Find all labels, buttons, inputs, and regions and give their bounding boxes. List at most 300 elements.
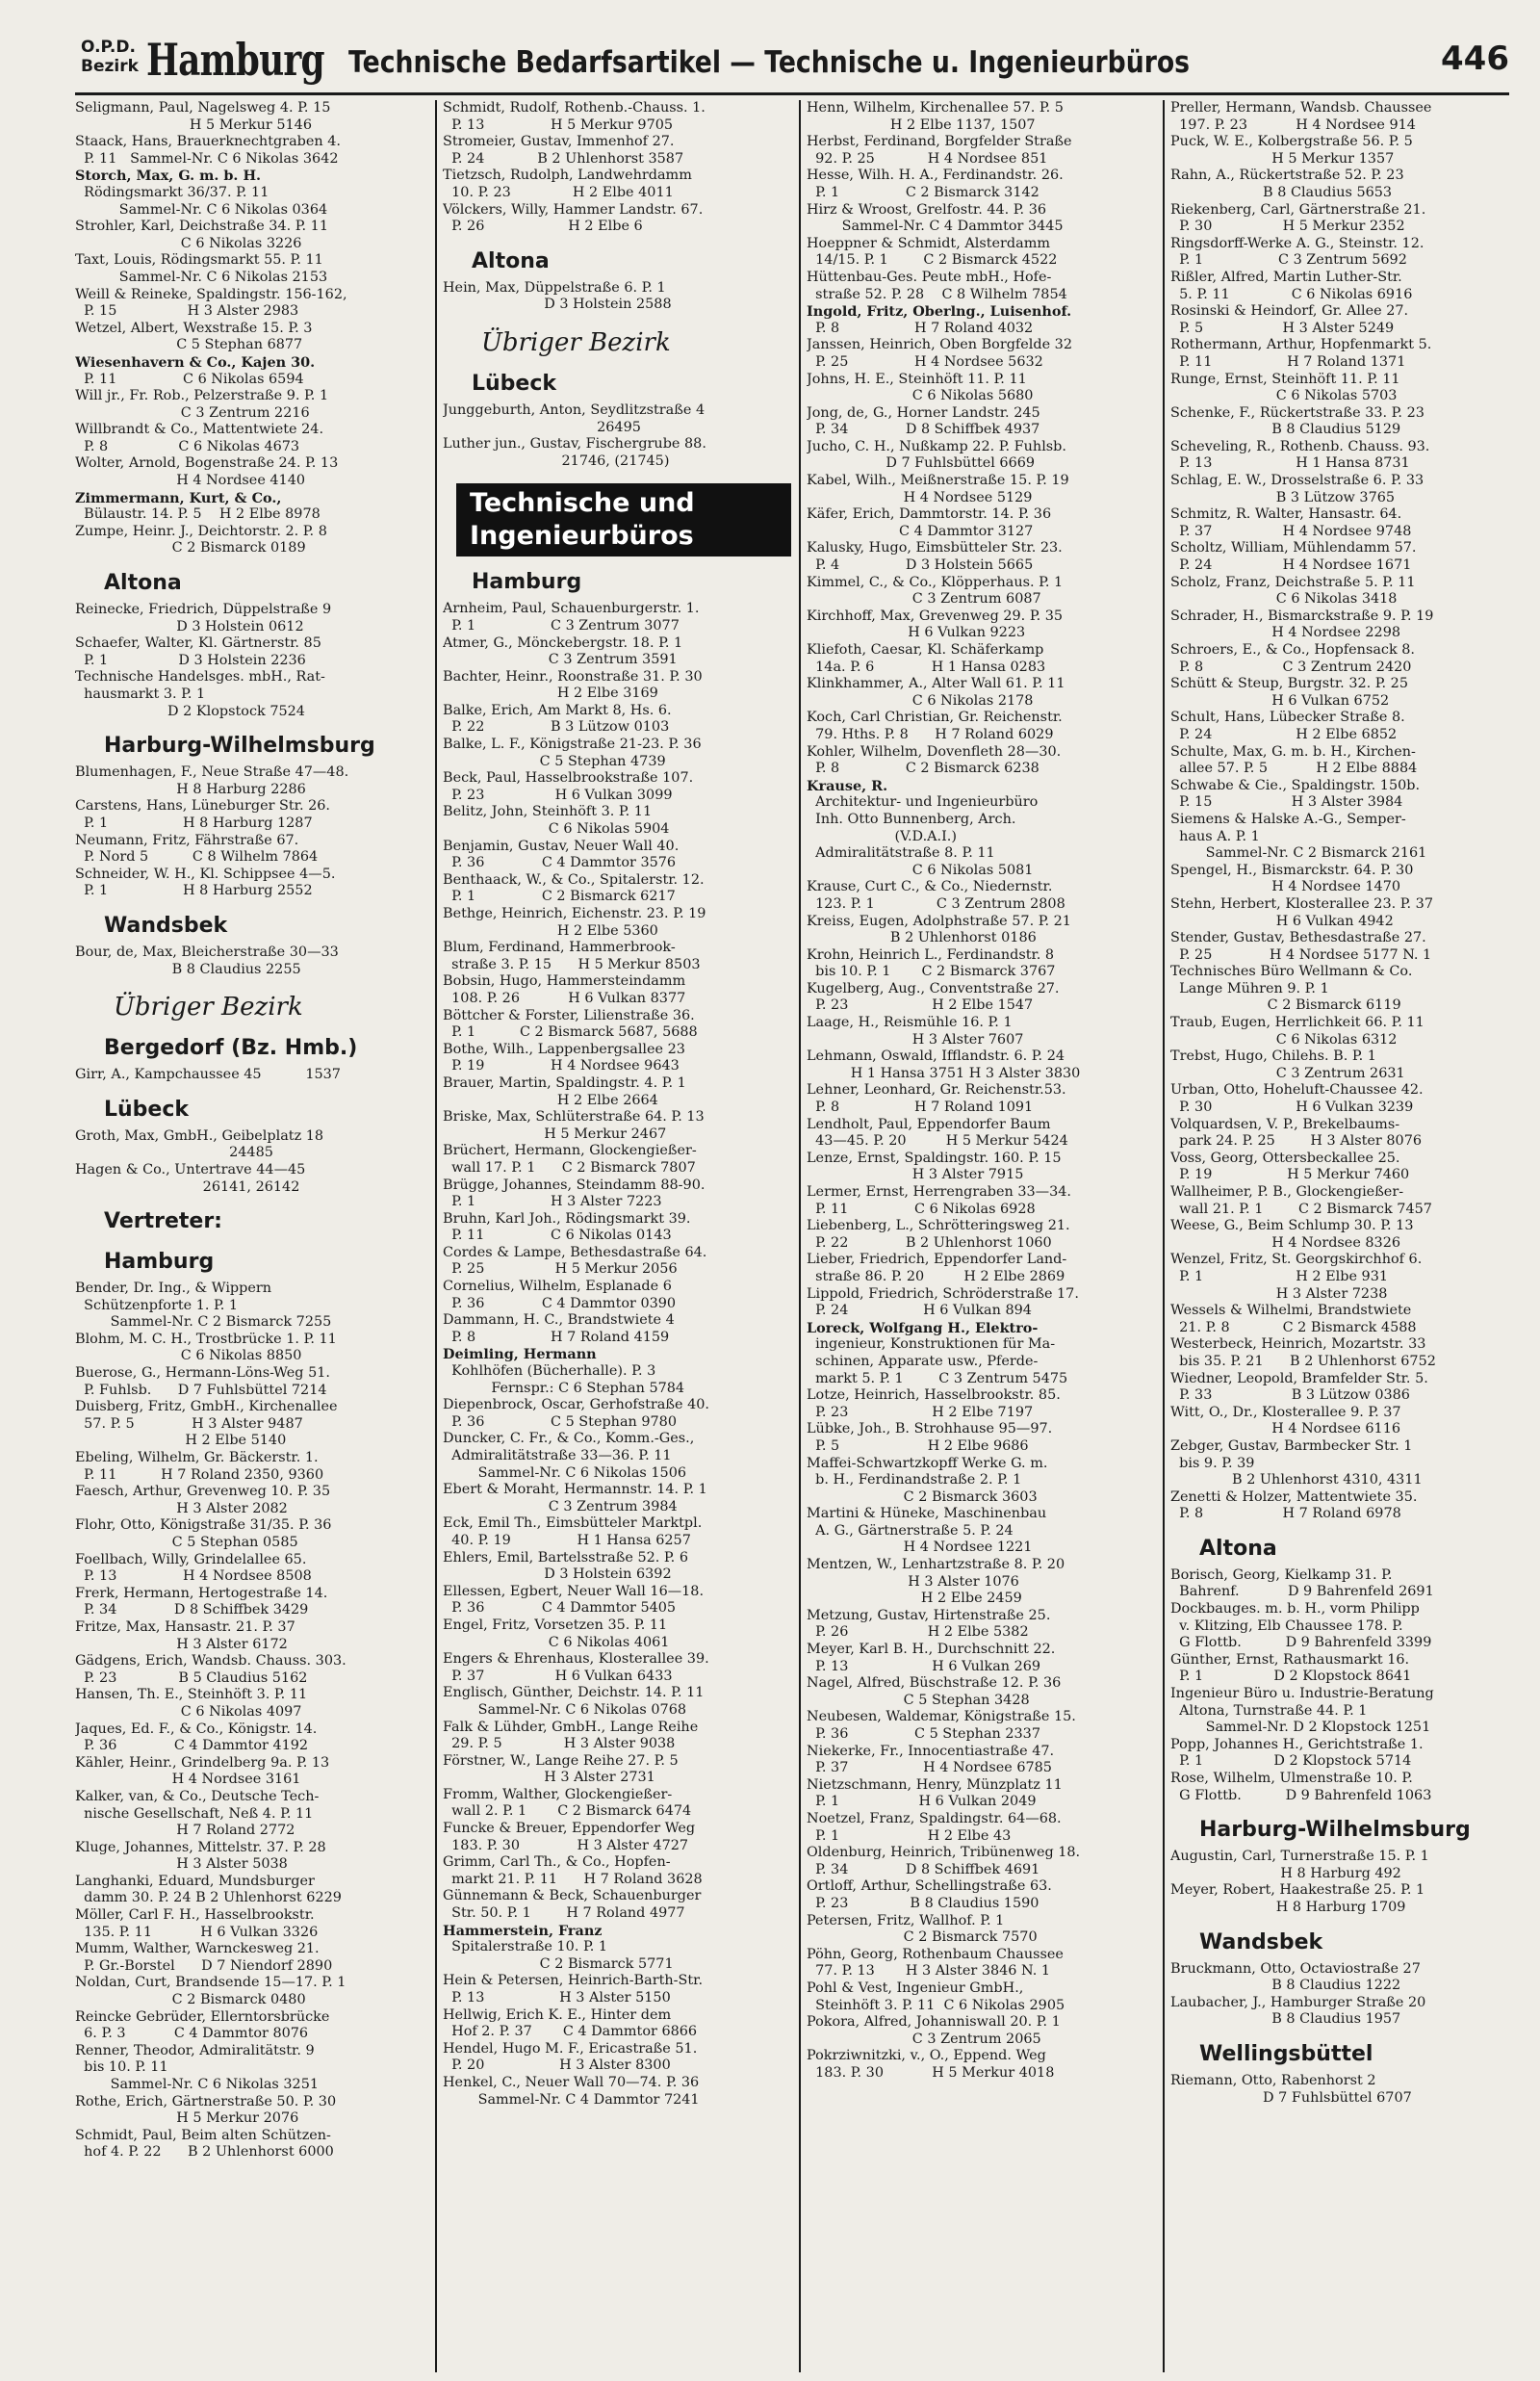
section-heading: Vertreter:	[104, 1209, 222, 1234]
directory-entry-line: Steinhöft 3. P. 11 C 6 Nikolas 2905	[807, 1997, 1065, 2013]
directory-entry-line: Duncker, C. Fr., & Co., Komm.-Ges.,	[443, 1431, 695, 1447]
directory-entry-line: Hof 2. P. 37 C 4 Dammtor 6866	[443, 2024, 698, 2040]
directory-entry-line: H 3 Alster 6172	[75, 1636, 288, 1652]
directory-entry-line: Langhanki, Eduard, Mundsburger	[75, 1873, 315, 1889]
directory-entry-line: Blumenhagen, F., Neue Straße 47—48.	[75, 764, 349, 781]
directory-entry-line: Bethge, Heinrich, Eichenstr. 23. P. 19	[443, 906, 706, 921]
directory-entry-line: Schmidt, Rudolf, Rothenb.-Chauss. 1.	[443, 100, 706, 116]
directory-entry-line: Rothermann, Arthur, Hopfenmarkt 5.	[1170, 337, 1432, 353]
directory-entry-line: wall 17. P. 1 C 2 Bismarck 7807	[443, 1159, 696, 1176]
opd-label: O.P.D.	[81, 38, 136, 57]
directory-entry-line: ingenieur, Konstruktionen für Ma-	[807, 1336, 1056, 1353]
directory-entry-line: C 2 Bismarck 6119	[1170, 997, 1401, 1014]
directory-entry-line: Kabel, Wilh., Meißnerstraße 15. P. 19	[807, 473, 1069, 489]
directory-entry-line: Wessels & Wilhelmi, Brandstwiete	[1170, 1303, 1412, 1319]
directory-entry-line: Lübke, Joh., B. Strohhause 95—97.	[807, 1421, 1053, 1437]
directory-entry-line: P. 34 D 8 Schiffbek 3429	[75, 1602, 309, 1618]
directory-entry-line: H 4 Nordsee 1470	[1170, 879, 1401, 895]
directory-entry-line: Preller, Hermann, Wandsb. Chaussee	[1170, 100, 1432, 116]
directory-entry-line: H 5 Merkur 2076	[75, 2110, 299, 2127]
directory-entry-line: P. Gr.-Borstel D 7 Niendorf 2890	[75, 1957, 333, 1974]
directory-entry-line: Lippold, Friedrich, Schröderstraße 17.	[807, 1285, 1079, 1302]
directory-entry-line: 14/15. P. 1 C 2 Bismarck 4522	[807, 252, 1058, 269]
directory-entry-line: 40. P. 19 H 1 Hansa 6257	[443, 1532, 691, 1548]
directory-entry-line: H 8 Harburg 2286	[75, 781, 306, 797]
directory-entry-line: Böttcher & Forster, Lilienstraße 36.	[443, 1007, 695, 1023]
directory-entry-line: Meyer, Karl B. H., Durchschnitt 22.	[807, 1642, 1056, 1658]
directory-entry-line: P. 13 H 5 Merkur 9705	[443, 116, 674, 133]
directory-entry-line: H 6 Vulkan 9223	[807, 625, 1026, 641]
directory-entry-line: D 2 Klopstock 7524	[75, 703, 305, 719]
directory-entry-line: P. 36 C 5 Stephan 2337	[807, 1726, 1040, 1742]
directory-entry-line: wall 21. P. 1 C 2 Bismarck 7457	[1170, 1201, 1432, 1217]
directory-entry-line: 79. Hths. P. 8 H 7 Roland 6029	[807, 726, 1054, 742]
directory-entry-line: Hesse, Wilh. H. A., Ferdinandstr. 26.	[807, 168, 1064, 184]
directory-entry-line: nische Gesellschaft, Neß 4. P. 11	[75, 1805, 314, 1822]
directory-entry-line: Englisch, Günther, Deichstr. 14. P. 11	[443, 1685, 705, 1701]
directory-entry-line: Riekenberg, Carl, Gärtnerstraße 21.	[1170, 201, 1426, 218]
directory-entry-line: P. 1 C 2 Bismarck 5687, 5688	[443, 1024, 698, 1041]
directory-entry-line: Blum, Ferdinand, Hammerbrook-	[443, 940, 676, 956]
directory-entry-line: Hammerstein, Franz	[443, 1922, 603, 1939]
directory-entry-line: Wenzel, Fritz, St. Georgskirchhof 6.	[1170, 1252, 1423, 1268]
directory-entry-line: Riemann, Otto, Rabenhorst 2	[1170, 2072, 1376, 2088]
directory-entry-line: Flohr, Otto, Königstraße 31/35. P. 36	[75, 1517, 332, 1534]
directory-entry-line: C 6 Nikolas 5081	[807, 862, 1034, 878]
directory-entry-line: Laage, H., Reismühle 16. P. 1	[807, 1015, 1013, 1031]
section-heading: Wandsbek	[104, 913, 228, 938]
column-4	[1163, 100, 1528, 2372]
directory-entry-line: H 2 Elbe 3169	[443, 686, 658, 702]
directory-entry-line: H 8 Harburg 492	[1170, 1865, 1401, 1881]
directory-entry-line: Ehlers, Emil, Bartelsstraße 52. P. 6	[443, 1549, 688, 1566]
directory-entry-line: P. 1 H 2 Elbe 43	[807, 1827, 1012, 1844]
directory-entry-line: Bruhn, Karl Joh., Rödingsmarkt 39.	[443, 1210, 691, 1227]
directory-entry-line: 6. P. 3 C 4 Dammtor 8076	[75, 2026, 309, 2042]
directory-entry-line: 29. P. 5 H 3 Alster 9038	[443, 1736, 676, 1752]
directory-entry-line: 183. P. 30 H 5 Merkur 4018	[807, 2064, 1055, 2081]
directory-entry-line: P. 15 H 3 Alster 3984	[1170, 794, 1403, 811]
directory-entry-line: Ingenieur Büro u. Industrie-Beratung	[1170, 1686, 1434, 1702]
directory-entry-line: P. 37 H 4 Nordsee 6785	[807, 1760, 1052, 1776]
directory-entry-line: Groth, Max, GmbH., Geibelplatz 18	[75, 1127, 324, 1144]
directory-entry-line: Briske, Max, Schlüterstraße 64. P. 13	[443, 1109, 705, 1126]
directory-entry-line: P. 15 H 3 Alster 2983	[75, 303, 299, 320]
directory-entry-line: 183. P. 30 H 3 Alster 4727	[443, 1837, 689, 1853]
directory-entry-line: H 5 Merkur 1357	[1170, 150, 1395, 167]
directory-entry-line: Günnemann & Beck, Schauenburger	[443, 1888, 702, 1904]
directory-entry-line: H 2 Elbe 1137, 1507	[807, 116, 1036, 133]
directory-entry-line: Balke, L. F., Königstraße 21-23. P. 36	[443, 737, 702, 753]
section-heading: Altona	[472, 248, 550, 273]
section-heading: Wellingsbüttel	[1199, 2041, 1373, 2066]
directory-entry-line: Bender, Dr. Ing., & Wippern	[75, 1281, 272, 1297]
directory-entry-line: P. 1 D 3 Holstein 2236	[75, 652, 306, 668]
directory-entry-line: Wolter, Arnold, Bogenstraße 24. P. 13	[75, 455, 339, 472]
directory-entry-line: C 3 Zentrum 2065	[807, 2031, 1041, 2047]
directory-entry-line: wall 2. P. 1 C 2 Bismarck 6474	[443, 1803, 692, 1820]
directory-entry-line: P. 36 C 4 Dammtor 0390	[443, 1295, 677, 1311]
directory-entry-line: P. 13 H 4 Nordsee 8508	[75, 1568, 312, 1585]
directory-entry-line: Noetzel, Franz, Spaldingstr. 64—68.	[807, 1810, 1062, 1826]
directory-entry-line: P. 19 H 4 Nordsee 9643	[443, 1058, 680, 1074]
directory-entry-line: Noldan, Curt, Brandsende 15—17. P. 1	[75, 1975, 346, 1991]
directory-entry-line: Günther, Ernst, Rathausmarkt 16.	[1170, 1651, 1410, 1668]
directory-entry-line: Förstner, W., Lange Reihe 27. P. 5	[443, 1752, 679, 1769]
directory-entry-line: Bothe, Wilh., Lappenbergsallee 23	[443, 1041, 685, 1057]
directory-entry-line: H 3 Alster 7607	[807, 1031, 1024, 1048]
directory-entry-line: Ebert & Moraht, Hermannstr. 14. P. 1	[443, 1482, 707, 1498]
directory-entry-line: Käfer, Erich, Dammtorstr. 14. P. 36	[807, 506, 1052, 523]
directory-entry-line: Schrader, H., Bismarckstraße 9. P. 19	[1170, 608, 1434, 624]
directory-entry-line: 5. P. 11 C 6 Nikolas 6916	[1170, 286, 1413, 302]
directory-entry-line: Krohn, Heinrich L., Ferdinandstr. 8	[807, 946, 1055, 963]
section-heading: Übriger Bezirk	[114, 993, 303, 1022]
directory-entry-line: Krause, R.	[807, 777, 888, 794]
directory-entry-line: P. 23 B 8 Claudius 1590	[807, 1895, 1040, 1911]
directory-entry-line: 57. P. 5 H 3 Alster 9487	[75, 1415, 303, 1432]
directory-entry-line: C 3 Zentrum 2631	[1170, 1065, 1405, 1081]
directory-entry-line: P. 1 D 2 Klopstock 8641	[1170, 1669, 1412, 1685]
directory-entry-line: Eck, Emil Th., Eimsbütteler Marktpl.	[443, 1515, 703, 1532]
directory-entry-line: Bachter, Heinr., Roonstraße 31. P. 30	[443, 668, 703, 685]
directory-entry-line: P. 4 D 3 Holstein 5665	[807, 557, 1034, 574]
directory-entry-line: Liebenberg, L., Schrötteringsweg 21.	[807, 1218, 1070, 1234]
directory-entry-line: Sammel-Nr. C 6 Nikolas 0364	[75, 201, 328, 218]
section-heading: Technische und Ingenieurbüros	[456, 483, 791, 556]
directory-entry-line: Kreiss, Eugen, Adolphstraße 57. P. 21	[807, 913, 1071, 929]
directory-entry-line: D 3 Holstein 0612	[75, 618, 304, 634]
directory-entry-line: Völckers, Willy, Hammer Landstr. 67.	[443, 201, 704, 218]
directory-entry-line: Taxt, Louis, Rödingsmarkt 55. P. 11	[75, 252, 323, 269]
directory-entry-line: C 3 Zentrum 2216	[75, 404, 310, 421]
directory-entry-line: D 3 Holstein 6392	[443, 1566, 672, 1583]
directory-entry-line: Pöhn, Georg, Rothenbaum Chaussee	[807, 1946, 1064, 1962]
directory-entry-line: Mentzen, W., Lenhartzstraße 8. P. 20	[807, 1557, 1065, 1573]
directory-entry-line: Admiralitätstraße 33—36. P. 11	[443, 1448, 672, 1463]
directory-entry-line: H 5 Merkur 2467	[443, 1126, 667, 1142]
directory-entry-line: P. 1 C 3 Zentrum 5692	[1170, 252, 1407, 269]
directory-entry-line: hausmarkt 3. P. 1	[75, 686, 206, 702]
section-heading: Harburg-Wilhelmsburg	[1199, 1818, 1471, 1843]
directory-entry-line: D 7 Fuhlsbüttel 6707	[1170, 2089, 1412, 2106]
directory-entry-line: D 7 Fuhlsbüttel 6669	[807, 455, 1036, 472]
directory-entry-line: C 2 Bismarck 0480	[75, 1992, 306, 2008]
directory-entry-line: straße 3. P. 15 H 5 Merkur 8503	[443, 956, 701, 972]
directory-entry-line: Fromm, Walther, Glockengießer-	[443, 1786, 673, 1802]
directory-entry-line: B 8 Claudius 1957	[1170, 2011, 1401, 2028]
directory-entry-line: Lehmann, Oswald, Ifflandstr. 6. P. 24	[807, 1048, 1065, 1065]
directory-entry-line: P. 11 H 7 Roland 2350, 9360	[75, 1466, 324, 1483]
directory-entry-line: H 4 Nordsee 3161	[75, 1772, 301, 1788]
directory-entry-line: Seligmann, Paul, Nagelsweg 4. P. 15	[75, 100, 331, 116]
directory-entry-line: Schmidt, Paul, Beim alten Schützen-	[75, 2127, 331, 2143]
directory-entry-line: Hagen & Co., Untertrave 44—45	[75, 1161, 306, 1178]
directory-entry-line: Weese, G., Beim Schlump 30. P. 13	[1170, 1218, 1414, 1234]
directory-entry-line: P. 25 H 4 Nordsee 5177 N. 1	[1170, 946, 1432, 963]
directory-entry-line: Spitalerstraße 10. P. 1	[443, 1939, 608, 1955]
directory-entry-line: Hirz & Wroost, Grelfostr. 44. P. 36	[807, 201, 1047, 218]
directory-entry-line: C 3 Zentrum 3984	[443, 1498, 678, 1514]
directory-entry-line: markt 21. P. 11 H 7 Roland 3628	[443, 1871, 703, 1887]
directory-entry-line: Sammel-Nr. D 2 Klopstock 1251	[1170, 1720, 1431, 1736]
directory-entry-line: Kalusky, Hugo, Eimsbütteler Str. 23.	[807, 540, 1063, 556]
directory-entry-line: P. 24 B 2 Uhlenhorst 3587	[443, 150, 684, 167]
directory-entry-line: Puck, W. E., Kolbergstraße 56. P. 5	[1170, 134, 1413, 150]
directory-entry-line: H 4 Nordsee 2298	[1170, 625, 1401, 641]
directory-entry-line: Cornelius, Wilhelm, Esplanade 6	[443, 1279, 672, 1295]
directory-entry-line: Schneider, W. H., Kl. Schippsee 4—5.	[75, 866, 336, 882]
directory-entry-line: H 3 Alster 2082	[75, 1500, 288, 1516]
directory-entry-line: Bour, de, Max, Bleicherstraße 30—33	[75, 944, 339, 960]
directory-entry-line: C 2 Bismarck 5771	[443, 1955, 674, 1972]
directory-entry-line: Klinkhammer, A., Alter Wall 61. P. 11	[807, 676, 1065, 692]
directory-entry-line: Bülaustr. 14. P. 5 H 2 Elbe 8978	[75, 506, 321, 523]
directory-entry-line: Kugelberg, Aug., Conventstraße 27.	[807, 980, 1060, 996]
directory-entry-line: Carstens, Hans, Lüneburger Str. 26.	[75, 798, 331, 815]
directory-entry-line: P. 8 C 3 Zentrum 2420	[1170, 659, 1412, 675]
directory-entry-line: B 2 Uhlenhorst 0186	[807, 930, 1037, 946]
directory-entry-line: Wiesenhavern & Co., Kajen 30.	[75, 353, 316, 371]
directory-entry-line: 10. P. 23 H 2 Elbe 4011	[443, 184, 674, 200]
directory-entry-line: H 2 Elbe 5360	[443, 922, 658, 939]
directory-entry-line: Girr, A., Kampchaussee 45 1537	[75, 1067, 341, 1083]
directory-entry-line: P. 1 D 2 Klopstock 5714	[1170, 1753, 1412, 1770]
directory-entry-line: P. 30 H 5 Merkur 2352	[1170, 219, 1405, 235]
directory-entry-line: Will jr., Fr. Rob., Pelzerstraße 9. P. 1	[75, 388, 329, 404]
directory-entry-line: Volquardsen, V. P., Brekelbaums-	[1170, 1116, 1400, 1132]
directory-entry-line: P. 11 H 7 Roland 1371	[1170, 353, 1406, 370]
directory-entry-line: B 8 Claudius 1222	[1170, 1978, 1401, 1994]
directory-entry-line: Henkel, C., Neuer Wall 70—74. P. 36	[443, 2074, 700, 2090]
directory-entry-line: Augustin, Carl, Turnerstraße 15. P. 1	[1170, 1849, 1429, 1865]
directory-entry-line: Koch, Carl Christian, Gr. Reichenstr.	[807, 710, 1063, 726]
directory-entry-line: Schütt & Steup, Burgstr. 32. P. 25	[1170, 676, 1408, 692]
directory-entry-line: Schwabe & Cie., Spaldingstr. 150b.	[1170, 777, 1421, 793]
directory-entry-line: Faesch, Arthur, Grevenweg 10. P. 35	[75, 1484, 331, 1500]
directory-entry-line: H 6 Vulkan 4942	[1170, 913, 1394, 929]
directory-entry-line: Krause, Curt C., & Co., Niedernstr.	[807, 879, 1053, 895]
directory-entry-line: Kalker, van, & Co., Deutsche Tech-	[75, 1788, 320, 1804]
section-heading: Lübeck	[472, 371, 557, 396]
directory-entry-line: Rosinski & Heindorf, Gr. Allee 27.	[1170, 303, 1409, 320]
directory-entry-line: Oldenburg, Heinrich, Tribünenweg 18.	[807, 1845, 1081, 1861]
directory-entry-line: Staack, Hans, Brauerknechtgraben 4.	[75, 134, 341, 150]
directory-entry-line: Lenze, Ernst, Spaldingstr. 160. P. 15	[807, 1150, 1062, 1166]
directory-entry-line: Strohler, Karl, Deichstraße 34. P. 11	[75, 219, 328, 235]
directory-entry-line: Kirchhoff, Max, Grevenweg 29. P. 35	[807, 608, 1064, 624]
directory-entry-line: Rothe, Erich, Gärtnerstraße 50. P. 30	[75, 2093, 337, 2109]
directory-entry-line: P. 23 H 2 Elbe 1547	[807, 997, 1034, 1014]
directory-entry-line: Scheveling, R., Rothenb. Chauss. 93.	[1170, 438, 1430, 454]
directory-entry-line: Blohm, M. C. H., Trostbrücke 1. P. 11	[75, 1331, 337, 1347]
section-heading: Wandsbek	[1199, 1929, 1323, 1954]
directory-entry-line: P. 8 C 6 Nikolas 4673	[75, 438, 300, 454]
section-heading: Hamburg	[472, 570, 582, 595]
directory-entry-line: Bruckmann, Otto, Octaviostraße 27	[1170, 1960, 1421, 1977]
directory-entry-line: P. 11 C 6 Nikolas 6928	[807, 1201, 1036, 1217]
directory-entry-line: P. 36 C 4 Dammtor 4192	[75, 1738, 309, 1754]
directory-entry-line: Storch, Max, G. m. b. H.	[75, 168, 262, 185]
directory-entry-line: Bahrenf. D 9 Bahrenfeld 2691	[1170, 1584, 1434, 1600]
section-heading: Bergedorf (Bz. Hmb.)	[104, 1036, 358, 1061]
directory-entry-line: A. G., Gärtnerstraße 5. P. 24	[807, 1522, 1014, 1539]
directory-entry-line: Hansen, Th. E., Steinhöft 3. P. 11	[75, 1687, 308, 1703]
directory-entry-line: Martini & Hüneke, Maschinenbau	[807, 1506, 1047, 1522]
directory-entry-line: Weill & Reineke, Spaldingstr. 156-162,	[75, 286, 347, 302]
directory-entry-line: Ortloff, Arthur, Schellingstraße 63.	[807, 1878, 1052, 1895]
directory-entry-line: P. 1 H 8 Harburg 2552	[75, 883, 313, 899]
directory-entry-line: P. 13 H 6 Vulkan 269	[807, 1658, 1041, 1674]
directory-entry-line: Urban, Otto, Hoheluft-Chaussee 42.	[1170, 1082, 1424, 1099]
directory-entry-line: 26495	[443, 419, 641, 435]
section-title: Technische Bedarfsartikel — Technische u. Ingenieurbüros	[348, 45, 1191, 80]
directory-entry-line: P. 1 H 2 Elbe 931	[1170, 1268, 1389, 1284]
directory-entry-line: 108. P. 26 H 6 Vulkan 8377	[443, 990, 686, 1006]
directory-entry-line: P. 1 H 3 Alster 7223	[443, 1194, 662, 1210]
directory-entry-line: Wetzel, Albert, Wexstraße 15. P. 3	[75, 320, 313, 336]
directory-entry-line: markt 5. P. 1 C 3 Zentrum 5475	[807, 1370, 1068, 1386]
directory-entry-line: P. 36 C 5 Stephan 9780	[443, 1413, 677, 1430]
directory-entry-line: Architektur- und Ingenieurbüro	[807, 794, 1039, 811]
directory-entry-line: Beck, Paul, Hasselbrookstraße 107.	[443, 770, 694, 787]
directory-entry-line: Pokora, Alfred, Johanniswall 20. P. 1	[807, 2014, 1061, 2031]
page-header	[75, 33, 1509, 95]
directory-entry-line: Jaques, Ed. F., & Co., Königstr. 14.	[75, 1721, 318, 1737]
directory-entry-line: Lange Mühren 9. P. 1	[1170, 980, 1329, 996]
directory-entry-line: Neumann, Fritz, Fährstraße 67.	[75, 832, 299, 848]
directory-entry-line: Junggeburth, Anton, Seydlitzstraße 4	[443, 401, 706, 418]
directory-entry-line: C 5 Stephan 6877	[75, 337, 303, 353]
directory-entry-line: allee 57. P. 5 H 2 Elbe 8884	[1170, 761, 1418, 777]
directory-entry-line: Lehner, Leonhard, Gr. Reichenstr.53.	[807, 1082, 1066, 1099]
directory-entry-line: Witt, O., Dr., Klosterallee 9. P. 37	[1170, 1404, 1401, 1420]
directory-entry-line: Maffei-Schwartzkopff Werke G. m.	[807, 1455, 1048, 1471]
directory-entry-line: C 5 Stephan 3428	[807, 1692, 1030, 1708]
directory-entry-line: b. H., Ferdinandstraße 2. P. 1	[807, 1472, 1022, 1488]
directory-entry-line: Hellwig, Erich K. E., Hinter dem	[443, 2006, 672, 2023]
directory-entry-line: B 8 Claudius 2255	[75, 961, 301, 977]
directory-entry-line: Laubacher, J., Hamburger Straße 20	[1170, 1994, 1426, 2010]
directory-entry-line: B 8 Claudius 5129	[1170, 422, 1401, 438]
directory-entry-line: Pohl & Vest, Ingenieur GmbH.,	[807, 1980, 1024, 1996]
directory-entry-line: Hein & Petersen, Heinrich-Barth-Str.	[443, 1973, 704, 1989]
directory-entry-line: C 2 Bismarck 7570	[807, 1929, 1038, 1946]
directory-entry-line: Stehn, Herbert, Klosterallee 23. P. 37	[1170, 895, 1433, 912]
directory-entry-line: H 6 Vulkan 6752	[1170, 692, 1390, 709]
directory-entry-line: H 2 Elbe 2664	[443, 1092, 658, 1108]
directory-entry-line: Kohlhöfen (Bücherhalle). P. 3	[443, 1363, 656, 1380]
directory-entry-line: Sammel-Nr. C 6 Nikolas 2153	[75, 269, 328, 285]
directory-entry-line: park 24. P. 25 H 3 Alster 8076	[1170, 1133, 1423, 1150]
directory-entry-line: P. 8 H 7 Roland 4032	[807, 320, 1034, 336]
directory-entry-line: P. 19 H 5 Merkur 7460	[1170, 1167, 1410, 1183]
directory-entry-line: Hüttenbau-Ges. Peute mbH., Hofe-	[807, 269, 1052, 285]
directory-entry-line: B 8 Claudius 5653	[1170, 184, 1393, 200]
directory-entry-line: 77. P. 13 H 3 Alster 3846 N. 1	[807, 1963, 1051, 1980]
directory-entry-line: Wiedner, Leopold, Bramfelder Str. 5.	[1170, 1370, 1428, 1386]
directory-entry-line: Reinecke, Friedrich, Düppelstraße 9	[75, 602, 332, 618]
column-3	[799, 100, 1165, 2372]
section-heading: Lübeck	[104, 1097, 190, 1122]
directory-entry-line: P. 11 C 6 Nikolas 0143	[443, 1228, 672, 1244]
directory-entry-line: Trebst, Hugo, Chilehs. B. P. 1	[1170, 1048, 1376, 1065]
directory-entry-line: Engers & Ehrenhaus, Klosterallee 39.	[443, 1651, 709, 1668]
directory-entry-line: Atmer, G., Mönckebergstr. 18. P. 1	[443, 634, 683, 651]
directory-entry-line: P. 1 H 6 Vulkan 2049	[807, 1794, 1037, 1810]
directory-entry-line: Zumpe, Heinr. J., Deichtorstr. 2. P. 8	[75, 523, 327, 539]
directory-entry-line: Foellbach, Willy, Grindelallee 65.	[75, 1551, 307, 1567]
directory-entry-line: D 3 Holstein 2588	[443, 297, 672, 313]
directory-entry-line: Schulte, Max, G. m. b. H., Kirchen-	[1170, 743, 1416, 760]
directory-entry-line: C 5 Stephan 0585	[75, 1535, 298, 1550]
directory-entry-line: Henn, Wilhelm, Kirchenallee 57. P. 5	[807, 100, 1064, 116]
directory-entry-line: bis 9. P. 39	[1170, 1455, 1255, 1471]
directory-entry-line: H 2 Elbe 2459	[807, 1591, 1022, 1607]
directory-entry-line: Tietzsch, Rudolph, Landwehrdamm	[443, 168, 692, 184]
directory-entry-line: H 4 Nordsee 4140	[75, 473, 306, 489]
directory-entry-line: 26141, 26142	[75, 1178, 300, 1195]
directory-entry-line: Reincke Gebrüder, Ellerntorsbrücke	[75, 2008, 330, 2025]
directory-entry-line: C 4 Dammtor 3127	[807, 523, 1034, 539]
directory-entry-line: Nietzschmann, Henry, Münzplatz 11	[807, 1776, 1063, 1793]
directory-entry-line: Ellessen, Egbert, Neuer Wall 16—18.	[443, 1583, 705, 1599]
directory-entry-line: schinen, Apparate usw., Pferde-	[807, 1353, 1039, 1369]
directory-entry-line: Ebeling, Wilhelm, Gr. Bäckerstr. 1.	[75, 1450, 319, 1466]
directory-entry-line: P. 34 D 8 Schiffbek 4937	[807, 422, 1040, 438]
directory-entry-line: Wallheimer, P. B., Glockengießer-	[1170, 1184, 1404, 1200]
section-heading: Harburg-Wilhelmsburg	[104, 734, 375, 759]
directory-entry-line: damm 30. P. 24 B 2 Uhlenhorst 6229	[75, 1890, 342, 1906]
directory-entry-line: Lieber, Friedrich, Eppendorfer Land-	[807, 1252, 1067, 1268]
directory-entry-line: H 4 Nordsee 8326	[1170, 1234, 1401, 1251]
directory-entry-line: Rose, Wilhelm, Ulmenstraße 10. P.	[1170, 1771, 1413, 1786]
directory-entry-line: C 5 Stephan 4739	[443, 753, 666, 769]
directory-entry-line: Jucho, C. H., Nußkamp 22. P. Fuhlsb.	[807, 438, 1066, 454]
directory-entry-line: H 3 Alster 2731	[443, 1770, 655, 1786]
directory-entry-line: P. 1 C 2 Bismarck 6217	[443, 889, 676, 905]
directory-entry-line: Funcke & Breuer, Eppendorfer Weg	[443, 1821, 696, 1837]
directory-entry-line: Kohler, Wilhelm, Dovenfleth 28—30.	[807, 743, 1062, 760]
directory-entry-line: P. Nord 5 C 8 Wilhelm 7864	[75, 849, 319, 866]
column-2	[435, 100, 801, 2372]
directory-entry-line: 92. P. 25 H 4 Nordsee 851	[807, 150, 1048, 167]
directory-entry-line: Schlag, E. W., Drosselstraße 6. P. 33	[1170, 473, 1424, 489]
directory-entry-line: Zenetti & Holzer, Mattentwiete 35.	[1170, 1488, 1418, 1505]
directory-entry-line: Petersen, Fritz, Wallhof. P. 1	[807, 1912, 1005, 1928]
directory-entry-line: Ingold, Fritz, Oberlng., Luisenhof.	[807, 303, 1072, 321]
directory-entry-line: Brügge, Johannes, Steindamm 88-90.	[443, 1177, 706, 1193]
directory-entry-line: Zebger, Gustav, Barmbecker Str. 1	[1170, 1437, 1413, 1454]
directory-entry-line: Kluge, Johannes, Mittelstr. 37. P. 28	[75, 1839, 326, 1855]
directory-entry-line: P. 5 H 3 Alster 5249	[1170, 320, 1395, 336]
directory-entry-line: Rödingsmarkt 36/37. P. 11	[75, 184, 270, 200]
column-1	[75, 100, 433, 2372]
directory-entry-line: Schenke, F., Rückertstraße 33. P. 23	[1170, 404, 1424, 421]
directory-entry-line: Arnheim, Paul, Schauenburgerstr. 1.	[443, 601, 700, 617]
directory-entry-line: Borisch, Georg, Kielkamp 31. P.	[1170, 1566, 1393, 1583]
directory-entry-line: P. 8 H 7 Roland 6978	[1170, 1506, 1401, 1522]
directory-entry-line: H 4 Nordsee 5129	[807, 489, 1033, 505]
directory-entry-line: Metzung, Gustav, Hirtenstraße 25.	[807, 1607, 1051, 1623]
directory-entry-line: straße 52. P. 28 C 8 Wilhelm 7854	[807, 286, 1067, 302]
directory-entry-line: C 6 Nikolas 4097	[75, 1703, 302, 1720]
directory-entry-line: Luther jun., Gustav, Fischergrube 88.	[443, 436, 706, 453]
directory-entry-line: P. 25 H 5 Merkur 2056	[443, 1261, 678, 1278]
directory-entry-line: P. 23 H 6 Vulkan 3099	[443, 787, 673, 803]
directory-entry-line: Deimling, Hermann	[443, 1346, 597, 1363]
directory-entry-line: Scholtz, William, Mühlendamm 57.	[1170, 540, 1417, 556]
